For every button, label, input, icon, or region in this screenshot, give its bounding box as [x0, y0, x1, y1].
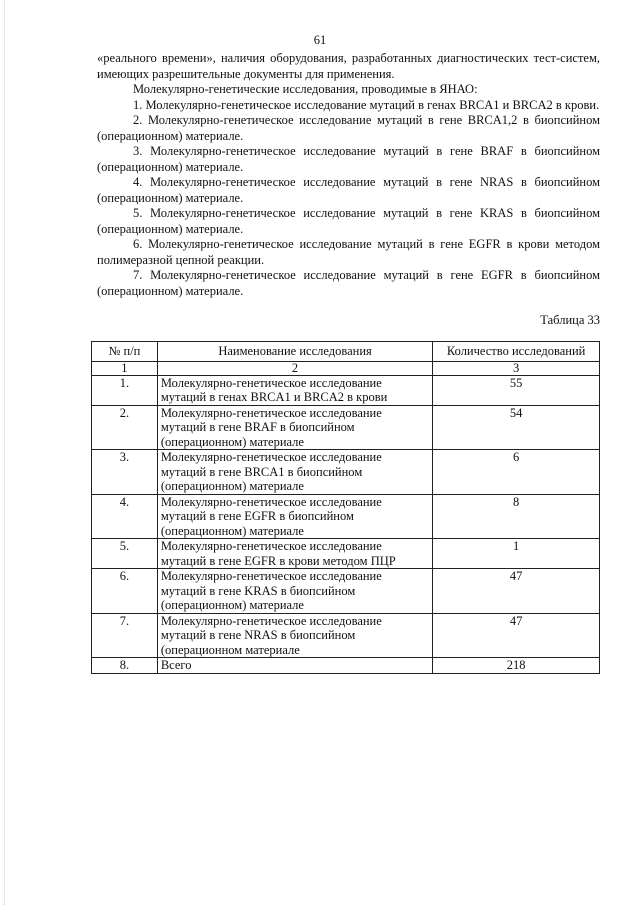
table-row [92, 569, 600, 614]
row-name: Молекулярно-генетическое исследование мутаций в генах BRCA1 и BRCA2 в крови [157, 375, 432, 405]
list-item-2: 2. Молекулярно-генетическое исследование мутаций в гене BRCA1,2 в биопсийном (операционном) материале. [97, 113, 600, 143]
index-cell-1: 1 [92, 361, 158, 375]
table-header-row [92, 342, 600, 362]
header-name: Наименование исследования [157, 342, 432, 362]
row-count: 1 [433, 539, 600, 569]
table-row [92, 375, 600, 405]
header-num: № п/п [92, 342, 158, 362]
row-count: 55 [433, 375, 600, 405]
table-row [92, 450, 600, 495]
table-row [92, 658, 600, 674]
scan-margin-line [4, 0, 6, 905]
body-text [97, 51, 600, 299]
row-number: 1. [92, 375, 158, 405]
row-number: 8. [92, 658, 158, 674]
row-number: 7. [92, 613, 158, 658]
table-index-row [92, 361, 600, 375]
table-row [92, 405, 600, 450]
list-item-7: 7. Молекулярно-генетическое исследование мутаций в гене EGFR в биопсийном (операционном) материале. [97, 268, 600, 298]
header-count: Количество исследований [433, 342, 600, 362]
row-number: 3. [92, 450, 158, 495]
table-body [92, 375, 600, 673]
row-name: Молекулярно-генетическое исследование мутаций в гене BRAF в биопсийном (операционном) материале [157, 405, 432, 450]
index-cell-3: 3 [433, 361, 600, 375]
row-name: Молекулярно-генетическое исследование мутаций в гене BRCA1 в биопсийном (операционном) материале [157, 450, 432, 495]
list-item-4: 4. Молекулярно-генетическое исследование мутаций в гене NRAS в биопсийном (операционном) материале. [97, 175, 600, 205]
row-count: 47 [433, 569, 600, 614]
row-count: 47 [433, 613, 600, 658]
list-item-1: 1. Молекулярно-генетическое исследование мутаций в генах BRCA1 и BRCA2 в крови. [133, 97, 600, 112]
row-number: 6. [92, 569, 158, 614]
table-caption: Таблица 33 [540, 313, 600, 327]
paragraph-intro: Молекулярно-генетические исследования, проводимые в ЯНАО: [133, 82, 478, 96]
table-row [92, 539, 600, 569]
row-name: Молекулярно-генетическое исследование мутаций в гене KRAS в биопсийном (операционном) материале [157, 569, 432, 614]
index-cell-2: 2 [157, 361, 432, 375]
table-row [92, 613, 600, 658]
row-name: Всего [157, 658, 432, 674]
table-row [92, 494, 600, 539]
row-count: 54 [433, 405, 600, 450]
row-name: Молекулярно-генетическое исследование мутаций в гене EGFR в крови методом ПЦР [157, 539, 432, 569]
row-name: Молекулярно-генетическое исследование мутаций в гене NRAS в биопсийном (операционном материале [157, 613, 432, 658]
row-number: 5. [92, 539, 158, 569]
row-count: 8 [433, 494, 600, 539]
row-number: 2. [92, 405, 158, 450]
research-table [91, 341, 600, 674]
list-item-3: 3. Молекулярно-генетическое исследование мутаций в гене BRAF в биопсийном (операционном) материале. [97, 144, 600, 174]
row-count: 6 [433, 450, 600, 495]
paragraph-continuation: «реального времени», наличия оборудования, разработанных диагностических тест-систем, имеющих разрешительные документы для применения. [97, 51, 600, 81]
row-number: 4. [92, 494, 158, 539]
row-name: Молекулярно-генетическое исследование мутаций в гене EGFR в биопсийном (операционном) материале [157, 494, 432, 539]
page-number: 61 [313, 33, 327, 47]
list-item-6: 6. Молекулярно-генетическое исследование мутаций в гене EGFR в крови методом полимеразной цепной реакции. [97, 237, 600, 267]
list-item-5: 5. Молекулярно-генетическое исследование мутаций в гене KRAS в биопсийном (операционном) материале. [97, 206, 600, 236]
row-count: 218 [433, 658, 600, 674]
